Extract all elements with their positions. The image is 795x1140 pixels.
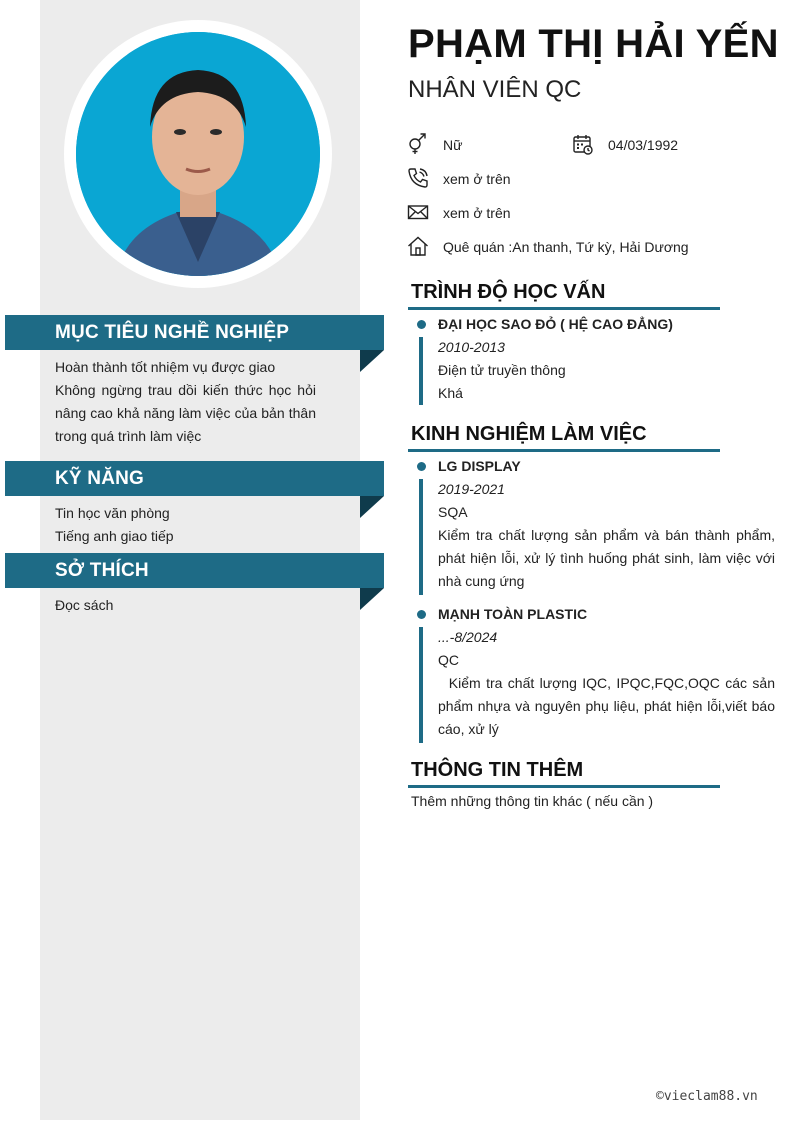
skills-heading-fold [360, 496, 384, 518]
hobbies-heading: SỞ THÍCH [5, 553, 384, 588]
school-name: ĐẠI HỌC SAO ĐỎ ( HỆ CAO ĐẲNG) [438, 316, 673, 332]
avatar-frame [64, 20, 332, 288]
experience-entry [438, 455, 775, 593]
gender-icon [407, 133, 429, 155]
education-period: 2010-2013 [438, 339, 505, 355]
calendar-icon [572, 133, 594, 155]
candidate-name: PHẠM THỊ HẢI YẾN [408, 22, 779, 66]
timeline-dot [417, 462, 426, 471]
experience-description: Kiểm tra chất lượng IQC, IPQC,FQC,OQC các sản phẩm nhựa và nguyên phụ liệu, phát hiện lỗi,viết báo cáo, xử lý [438, 675, 779, 737]
email-value: xem ở trên [443, 205, 511, 221]
profile-photo [76, 32, 320, 276]
hobby-item: Đọc sách [55, 597, 114, 613]
watermark: ©vieclam88.vn [656, 1089, 758, 1104]
phone-icon [407, 167, 429, 189]
objective-line: Hoàn thành tốt nhiệm vụ được giao [55, 359, 276, 375]
experience-heading: KINH NGHIỆM LÀM VIỆC [411, 423, 647, 445]
avatar [76, 32, 320, 276]
timeline-line [419, 479, 423, 595]
hobbies-list [55, 594, 316, 617]
skill-item: Tin học văn phòng [55, 505, 170, 521]
timeline-dot [417, 320, 426, 329]
experience-description: Kiểm tra chất lượng sản phẩm và bán thành phẩm, phát hiện lỗi, xử lý tình huống phát sinh, làm việc với nhà cung ứng [438, 527, 775, 589]
timeline-dot [417, 610, 426, 619]
education-major: Điện tử truyền thông [438, 362, 566, 378]
experience-period: 2019-2021 [438, 481, 505, 497]
education-grade: Khá [438, 385, 463, 401]
education-entry [438, 313, 775, 405]
objective-text [55, 356, 316, 448]
skill-item: Tiếng anh giao tiếp [55, 528, 174, 544]
company-name: MẠNH TOÀN PLASTIC [438, 606, 588, 622]
education-heading-underline [408, 307, 720, 310]
timeline-line [419, 627, 423, 743]
envelope-icon [407, 201, 429, 223]
gender-value: Nữ [443, 137, 463, 153]
experience-period: ...-8/2024 [438, 629, 498, 645]
objective-line: Không ngừng trau dồi kiến thức học hỏi nâng cao khả năng làm việc của bản thân trong quá trình làm việc [55, 382, 316, 444]
hometown-value: Quê quán :An thanh, Tứ kỳ, Hải Dương [443, 239, 689, 255]
hobbies-heading-fold [360, 588, 384, 610]
education-heading: TRÌNH ĐỘ HỌC VẤN [411, 281, 606, 303]
additional-heading: THÔNG TIN THÊM [411, 759, 584, 781]
home-icon [407, 235, 429, 257]
timeline-line [419, 337, 423, 405]
additional-text: Thêm những thông tin khác ( nếu cần ) [411, 793, 654, 809]
experience-entry [438, 603, 779, 741]
phone-value: xem ở trên [443, 171, 511, 187]
skills-heading: KỸ NĂNG [5, 461, 384, 496]
skills-list [55, 502, 316, 548]
job-title: NHÂN VIÊN QC [408, 76, 582, 103]
birthday-value: 04/03/1992 [608, 137, 679, 153]
additional-heading-underline [408, 785, 720, 788]
objective-heading: MỤC TIÊU NGHỀ NGHIỆP [5, 315, 384, 350]
company-name: LG DISPLAY [438, 458, 521, 474]
experience-heading-underline [408, 449, 720, 452]
experience-role: SQA [438, 504, 468, 520]
objective-heading-fold [360, 350, 384, 372]
experience-role: QC [438, 652, 459, 668]
